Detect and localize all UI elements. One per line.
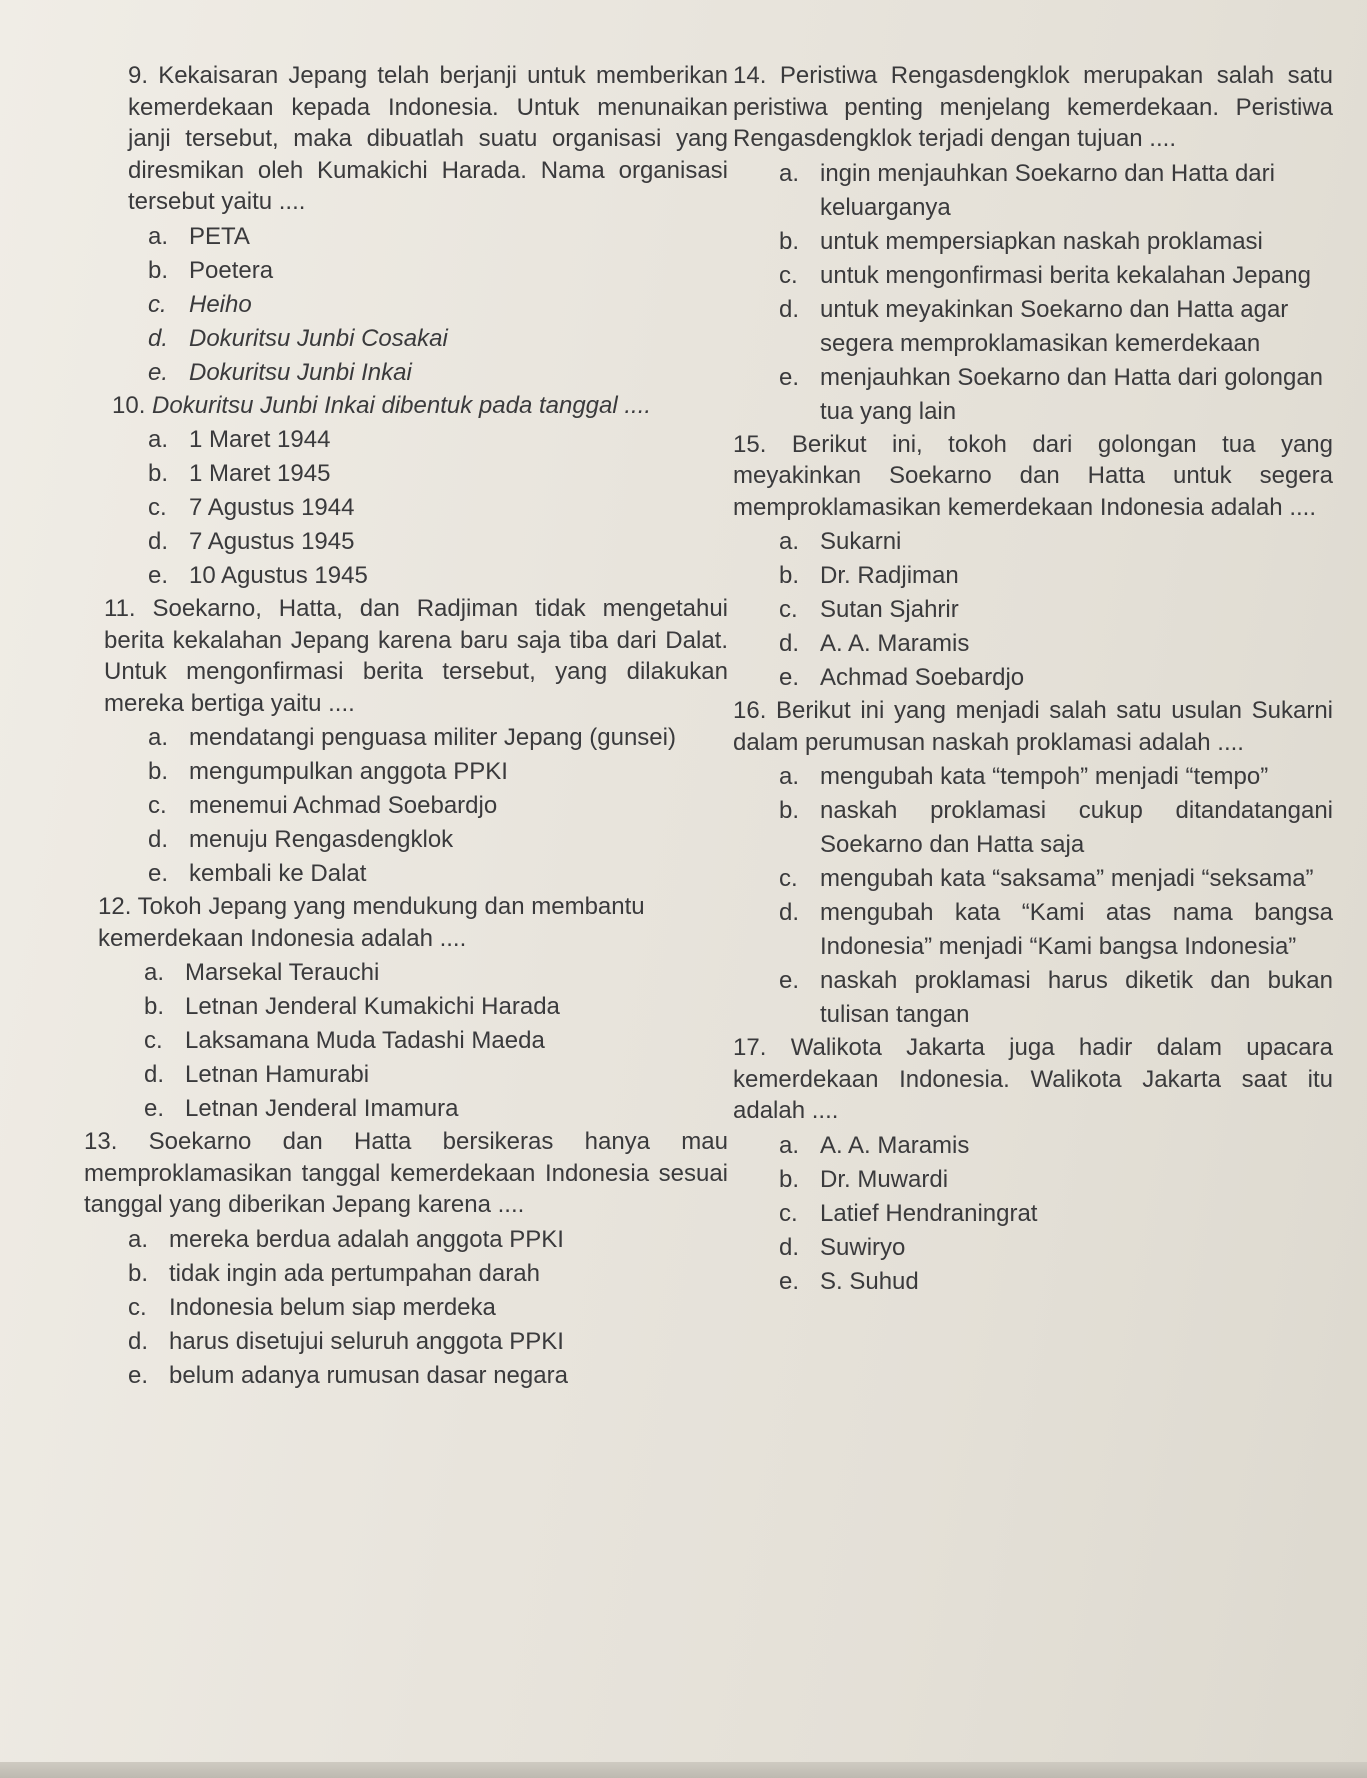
question-14 (733, 60, 1333, 429)
option-b[interactable]: b. Letnan Jenderal Kumakichi Harada (144, 993, 560, 1020)
options-list (779, 1129, 1333, 1299)
question-text: Dokuritsu Junbi Inkai dibentuk pada tanggal .... (152, 391, 652, 419)
question-16 (733, 695, 1333, 1032)
option-e[interactable]: e. 10 Agustus 1945 (148, 562, 368, 589)
options-list (148, 423, 728, 593)
options-list (144, 956, 728, 1126)
option-e[interactable]: e. menjauhkan Soekarno dan Hatta dari golongan tua yang lain (779, 363, 1324, 425)
option-a[interactable]: a. 1 Maret 1944 (148, 426, 331, 453)
option-b[interactable]: b. Dr. Radjiman (779, 562, 959, 589)
option-c[interactable]: c. Latief Hendraningrat (779, 1199, 1038, 1227)
option-b[interactable]: b. naskah proklamasi cukup ditandatangani Soekarno dan Hatta saja (779, 797, 1333, 858)
option-e[interactable]: e. Dokuritsu Junbi Inkai (148, 358, 412, 386)
option-a[interactable]: a. PETA (148, 222, 250, 250)
option-a[interactable]: a. A. A. Maramis (779, 1131, 970, 1159)
option-a[interactable]: a. mendatangi penguasa militer Jepang (gunsei) (148, 724, 676, 751)
option-c[interactable]: c. Heiho (148, 290, 252, 318)
option-c[interactable]: c. Laksamana Muda Tadashi Maeda (144, 1027, 545, 1054)
options-list (779, 157, 1333, 429)
question-number: 10. (112, 391, 146, 419)
option-c[interactable]: c. 7 Agustus 1944 (148, 494, 355, 521)
question-15 (733, 429, 1333, 696)
question-number: 11. (104, 595, 136, 622)
option-e[interactable]: e. kembali ke Dalat (148, 860, 367, 887)
option-c[interactable]: c. Sutan Sjahrir (779, 596, 959, 623)
question-text: Tokoh Jepang yang mendukung dan membantu kemerdekaan Indonesia adalah .... (98, 893, 645, 952)
options-list (779, 760, 1333, 1032)
question-number: 17. (733, 1034, 767, 1061)
option-b[interactable]: b. Poetera (148, 256, 274, 284)
options-list (148, 721, 728, 891)
question-number: 16. (733, 697, 767, 724)
question-12 (98, 891, 728, 1126)
option-d[interactable]: d. Dokuritsu Junbi Cosakai (148, 324, 448, 352)
option-c[interactable]: c. Indonesia belum siap merdeka (128, 1293, 496, 1321)
question-text: Peristiwa Rengasdengklok merupakan salah satu peristiwa penting menjelang kemerdekaan. Peristiwa Rengasdengklok terjadi dengan tujuan .... (733, 62, 1333, 152)
question-text: Walikota Jakarta juga hadir dalam upacara kemerdekaan Indonesia. Walikota Jakarta saat itu adalah .... (733, 1034, 1333, 1124)
option-d[interactable]: d. Suwiryo (779, 1233, 906, 1261)
options-list (779, 525, 1333, 695)
option-e[interactable]: e. Letnan Jenderal Imamura (144, 1095, 459, 1122)
page-bottom-edge (0, 1762, 1367, 1778)
option-d[interactable]: d. mengubah kata “Kami atas nama bangsa Indonesia” menjadi “Kami bangsa Indonesia” (779, 899, 1333, 960)
question-number: 15. (733, 430, 767, 458)
question-9 (128, 60, 728, 390)
option-b[interactable]: b. mengumpulkan anggota PPKI (148, 758, 508, 785)
option-d[interactable]: d. 7 Agustus 1945 (148, 528, 355, 555)
question-text: Kekaisaran Jepang telah berjanji untuk memberikan kemerdekaan kepada Indonesia. Untuk menunaikan janji tersebut, maka dibuatlah suatu organisasi yang diresmikan oleh Kumakichi Harada. Nama organisasi tersebut yaitu .... (128, 62, 729, 215)
question-10 (112, 390, 728, 594)
option-b[interactable]: b. tidak ingin ada pertumpahan darah (128, 1259, 540, 1287)
option-d[interactable]: d. harus disetujui seluruh anggota PPKI (128, 1327, 564, 1355)
question-11 (104, 593, 728, 891)
question-number: 14. (733, 62, 767, 89)
option-a[interactable]: a. Sukarni (779, 528, 902, 555)
question-text: Berikut ini yang menjadi salah satu usulan Sukarni dalam perumusan naskah proklamasi adalah .... (733, 697, 1333, 756)
question-text: Soekarno dan Hatta bersikeras hanya mau memproklamasikan tanggal kemerdekaan Indonesia sesuai tanggal yang diberikan Jepang karena .... (84, 1128, 728, 1218)
option-a[interactable]: a. ingin menjauhkan Soekarno dan Hatta dari keluarganya (779, 159, 1275, 221)
option-b[interactable]: b. Dr. Muwardi (779, 1165, 949, 1193)
option-e[interactable]: e. naskah proklamasi harus diketik dan bukan tulisan tangan (779, 967, 1333, 1028)
option-a[interactable]: a. Marsekal Terauchi (144, 959, 380, 986)
question-number: 12. (98, 893, 132, 920)
option-b[interactable]: b. untuk mempersiapkan naskah proklamasi (779, 227, 1263, 255)
options-list (148, 220, 728, 390)
option-e[interactable]: e. S. Suhud (779, 1267, 919, 1295)
option-b[interactable]: b. 1 Maret 1945 (148, 460, 331, 487)
question-17 (733, 1032, 1333, 1299)
option-e[interactable]: e. belum adanya rumusan dasar negara (128, 1361, 568, 1389)
question-number: 13. (84, 1128, 118, 1155)
option-d[interactable]: d. Letnan Hamurabi (144, 1061, 370, 1088)
left-column (84, 60, 729, 1393)
option-a[interactable]: a. mereka berdua adalah anggota PPKI (128, 1225, 564, 1253)
question-text: Berikut ini, tokoh dari golongan tua yang meyakinkan Soekarno dan Hatta untuk segera memproklamasikan kemerdekaan Indonesia adalah .... (733, 430, 1333, 521)
option-e[interactable]: e. Achmad Soebardjo (779, 664, 1025, 691)
option-d[interactable]: d. untuk meyakinkan Soekarno dan Hatta agar segera memproklamasikan kemerdekaan (779, 295, 1289, 357)
right-column (733, 60, 1333, 1299)
question-number: 9. (128, 62, 149, 89)
option-c[interactable]: c. menemui Achmad Soebardjo (148, 792, 498, 819)
option-c[interactable]: c. mengubah kata “saksama” menjadi “seksama” (779, 865, 1314, 892)
question-text: Soekarno, Hatta, dan Radjiman tidak mengetahui berita kekalahan Jepang karena baru saja tiba dari Dalat. Untuk mengonfirmasi berita tersebut, yang dilakukan mereka bertiga yaitu .... (104, 595, 728, 717)
option-c[interactable]: c. untuk mengonfirmasi berita kekalahan Jepang (779, 261, 1311, 289)
question-13 (84, 1126, 728, 1393)
option-d[interactable]: d. A. A. Maramis (779, 630, 970, 657)
options-list (128, 1223, 728, 1393)
option-d[interactable]: d. menuju Rengasdengklok (148, 826, 454, 853)
option-a[interactable]: a. mengubah kata “tempoh” menjadi “tempo” (779, 763, 1269, 790)
